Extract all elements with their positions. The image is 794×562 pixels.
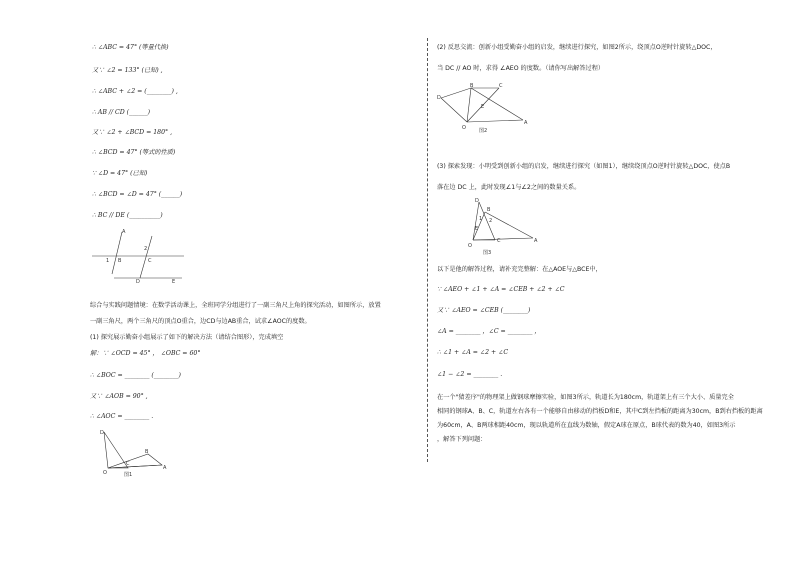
problem-line-6: 又∵ ∠AOB = 90° , <box>90 393 148 400</box>
problem2-line-4: ，解答下列问题： <box>437 436 487 443</box>
part3-solution-1: 以下是他的解答过程，请补充完整解：在△AOE与△BCE中， <box>437 266 602 273</box>
fig-label-d: D <box>136 279 140 285</box>
fig-label-e: E <box>172 279 176 285</box>
fig3-label-2: 2 <box>489 218 493 224</box>
triangle-oba <box>108 454 162 468</box>
part3-solution-3: 又∵ ∠AEO = ∠CEB (________) <box>437 307 531 314</box>
fig-label-c: C <box>148 258 152 264</box>
fig3-label-a: A <box>534 238 538 244</box>
problem-line-7: ∴ ∠AOC = ________ . <box>90 413 154 420</box>
figure-1 <box>98 428 170 478</box>
parallel-lines-figure <box>92 228 192 285</box>
transversal-2 <box>140 236 152 278</box>
step-6: ∴ ∠BCD = 47° (等式的性质) <box>92 149 176 156</box>
part3-solution-5: ∴ ∠1 + ∠A = ∠2 + ∠C <box>437 349 509 356</box>
problem2-line-1: 在一个"猜差序"的物理架上做钢球摩擦实验，如图3所示，轨道长为180cm，轨道架上有三个大小、质量完全 <box>437 394 734 401</box>
fig-label-1: 1 <box>106 258 110 264</box>
fig3-label-e: E <box>475 226 479 232</box>
fig1-label-b: B <box>145 449 149 455</box>
part3-solution-6: ∠1 − ∠2 = ________ . <box>437 371 503 378</box>
fig3-caption: 图3 <box>483 250 492 256</box>
problem2-line-3: 为60cm，A、B两球相距40cm，现以轨道所在直线为数轴，假定A球在原点，B球代表的数为40，如图3所示 <box>437 422 736 429</box>
step-5: 又∵ ∠2 + ∠BCD = 180° , <box>92 129 173 136</box>
fig3-label-c: C <box>497 238 501 244</box>
figure-2 <box>437 84 537 136</box>
triangle-doc <box>104 432 128 468</box>
fig2-label-c: C <box>499 83 503 89</box>
fig2-label-b: B <box>470 83 474 89</box>
fig1-caption: 图1 <box>124 472 133 478</box>
part2-line-1: (2) 反思交流：创新小组受勤奋小组的启发，继续进行探究，如图2所示，绕顶点O逆时针旋转△DOC， <box>437 44 717 51</box>
fig1-label-a: A <box>163 465 167 471</box>
fig2-label-e: E <box>481 104 485 110</box>
fig2-line-do <box>441 98 467 122</box>
problem-line-1: 综合与实践问题情境：在数学活动课上，全班同学分组进行了一副三角尺上角的探究活动，如图所示，放置 <box>90 302 381 309</box>
problem-line-3: (1) 探究展示勤奋小组展示了如下的解决方法（请结合图形），完成填空 <box>90 334 284 341</box>
step-3: ∴ ∠ABC + ∠2 = (________) , <box>92 88 178 95</box>
part3-line-1: (3) 探索发现：小明受到创新小组的启发，继续进行探究（如图1），继续绕顶点O逆时针旋转△DOC，使点B <box>437 163 731 170</box>
part3-solution-4: ∠A = ________ ，∠C = ________ ， <box>437 328 541 335</box>
figure-3 <box>437 198 537 258</box>
fig2-line-ba <box>471 88 523 120</box>
problem-line-4: 解：∵ ∠OCD = 45° ， ∠OBC = 60° <box>90 350 201 357</box>
step-8: ∴ ∠BCD = ∠D = 47° (______) <box>92 191 183 198</box>
fig3-line-oa <box>473 238 533 240</box>
fig2-line-bo <box>467 88 471 122</box>
fig1-label-o: O <box>103 470 107 476</box>
fig-label-a: A <box>122 229 126 235</box>
fig3-label-d: D <box>475 198 479 204</box>
fig3-label-1: 1 <box>479 216 483 222</box>
fig2-line-oa <box>467 120 523 122</box>
step-2: 又∵ ∠2 = 133° (已知) , <box>92 67 163 74</box>
problem-line-2: 一副三角尺，两个三角尺的顶点O重合，边CD与边AB重合，试求∠AOC的度数。 <box>90 318 311 325</box>
part2-line-2: 当 DC // AO 时，求得 ∠AEO 的度数。（请你写出解答过程） <box>437 65 605 72</box>
fig3-label-o: O <box>468 243 472 249</box>
fig2-label-o: O <box>462 125 466 131</box>
fig-label-2: 2 <box>144 246 148 252</box>
fig1-label-c: C <box>126 461 130 467</box>
problem2-line-2: 相同的钢球A、B、C，轨道左右各有一个能够自由移动的挡板D和E，其中C到左挡板的距离为30cm，B到右挡板的距离 <box>437 408 763 415</box>
fig2-label-d: D <box>437 95 441 101</box>
step-9: ∴ BC // DE (__________) <box>92 212 163 219</box>
problem-line-5: ∴ ∠BOC = ________ (________) <box>90 372 181 379</box>
fig3-label-b: B <box>487 207 491 213</box>
step-7: ∵ ∠D = 47° (已知) <box>92 170 148 177</box>
fig-label-b: B <box>118 258 122 264</box>
part3-line-2: 落在边 DC 上，此时发现∠1与∠2之间的数量关系。 <box>437 184 581 191</box>
fig1-label-d: D <box>100 430 104 436</box>
fig2-label-a: A <box>524 120 528 126</box>
fig2-caption: 图2 <box>479 128 488 134</box>
step-4: ∴ AB // CD (______) <box>92 109 151 116</box>
column-divider <box>427 38 428 462</box>
transversal-1 <box>112 232 122 274</box>
part3-solution-2: ∵ ∠AEO + ∠1 + ∠A = ∠CEB + ∠2 + ∠C <box>437 286 565 293</box>
step-1: ∴ ∠ABC = 47° (等量代换) <box>92 44 169 51</box>
